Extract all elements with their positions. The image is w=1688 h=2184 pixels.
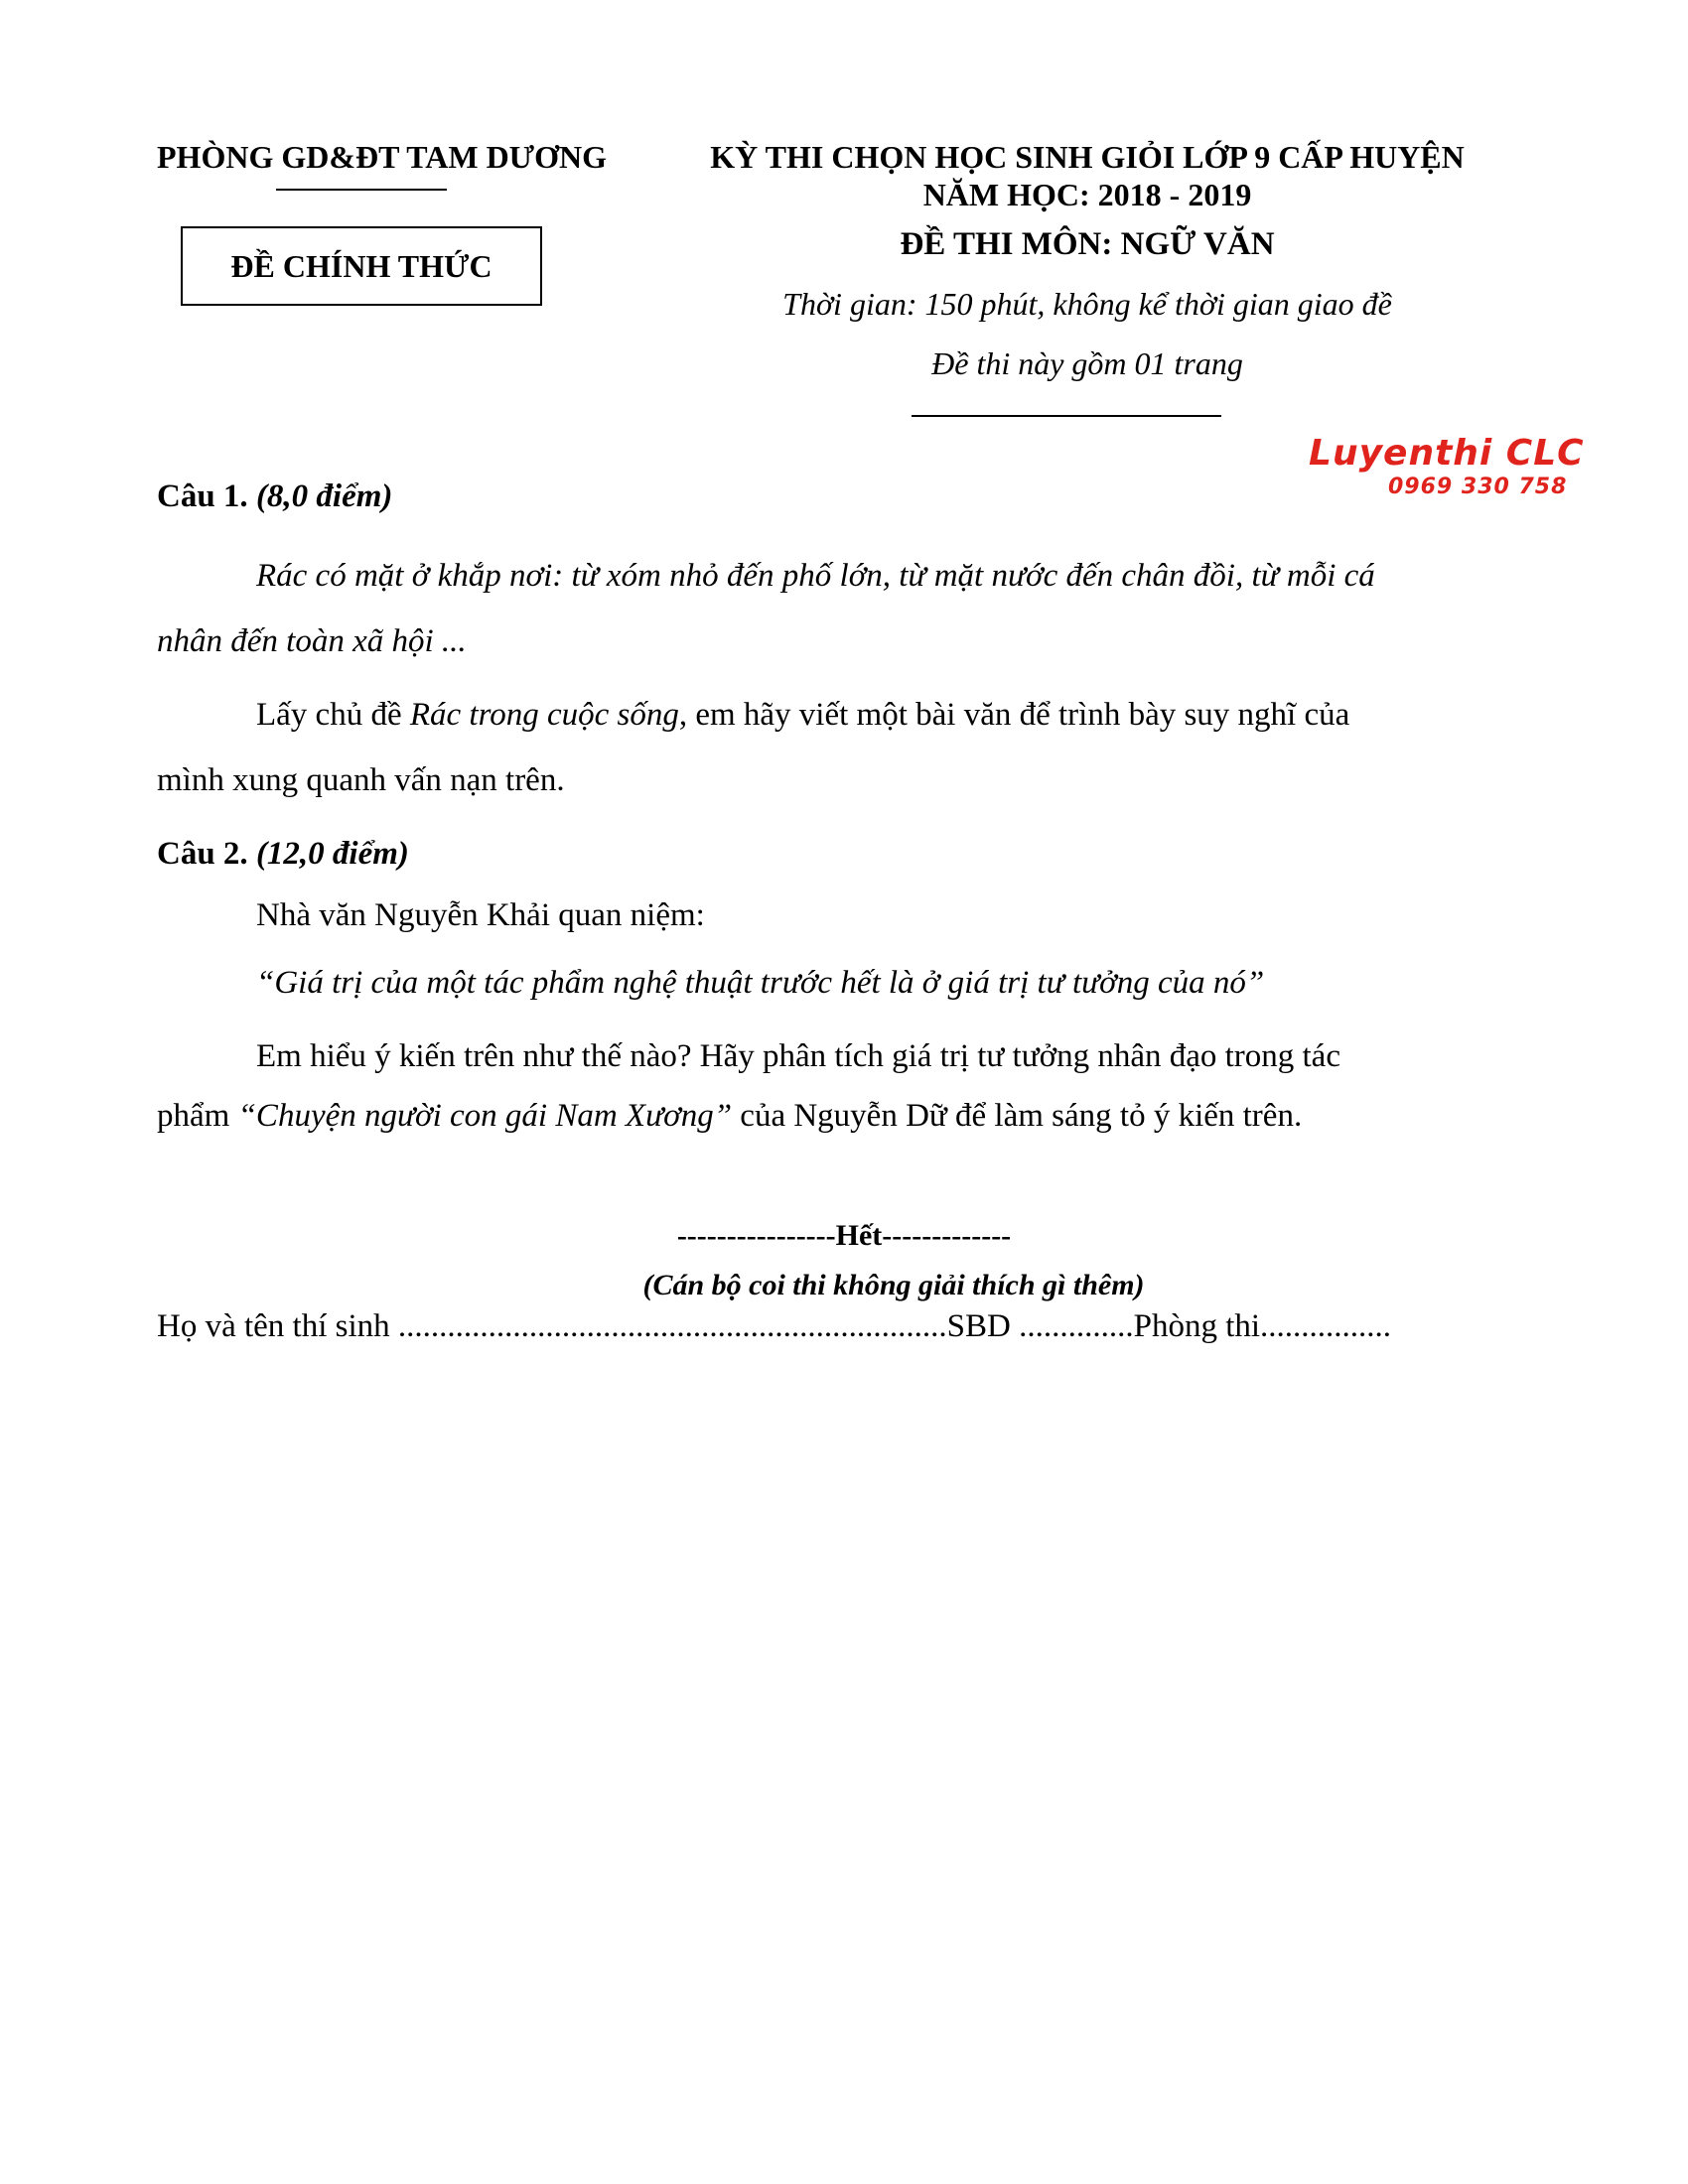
exam-title: KỲ THI CHỌN HỌC SINH GIỎI LỚP 9 CẤP HUYỆN bbox=[710, 139, 1465, 175]
end-marker: ----------------Hết------------- bbox=[676, 1219, 1012, 1252]
page-count: Đề thi này gồm 01 trang bbox=[931, 345, 1243, 381]
question-1-heading bbox=[157, 478, 392, 515]
question-2-task-line-1: Em hiểu ý kiến trên như thế nào? Hãy phân tích giá trị tư tưởng nhân đạo trong tác bbox=[256, 1038, 1340, 1074]
question-2-points: (12,0 điểm) bbox=[255, 836, 409, 872]
question-2-task-line-2 bbox=[157, 1098, 1302, 1135]
question-2-task-post: của Nguyễn Dữ để làm sáng tỏ ý kiến trên. bbox=[732, 1098, 1303, 1134]
question-2-task-pre: phẩm bbox=[157, 1098, 238, 1134]
question-2-intro: Nhà văn Nguyễn Khải quan niệm: bbox=[256, 897, 705, 933]
question-2-work-title: “Chuyện người con gái Nam Xương” bbox=[237, 1098, 733, 1134]
question-2-label: Câu 2. bbox=[157, 836, 248, 872]
proctor-note: (Cán bộ coi thi không giải thích gì thêm) bbox=[642, 1269, 1145, 1301]
question-2-quote: “Giá trị của một tác phẩm nghệ thuật trước hết là ở giá trị tư tưởng của nó” bbox=[256, 965, 1265, 1001]
department-name: PHÒNG GD&ĐT TAM DƯƠNG bbox=[157, 139, 608, 175]
official-exam-box bbox=[181, 226, 542, 306]
question-1-points: (8,0 điểm) bbox=[255, 478, 393, 514]
official-exam-label: ĐỀ CHÍNH THỨC bbox=[230, 247, 492, 284]
candidate-info-line: Họ và tên thí sinh ...................................................................SBD ..............Phòng thi................ bbox=[157, 1308, 1392, 1344]
question-1-task-post: , em hãy viết một bài văn để trình bày suy nghĩ của bbox=[678, 697, 1350, 733]
school-year: NĂM HỌC: 2018 - 2019 bbox=[922, 177, 1252, 212]
question-2-heading bbox=[157, 836, 409, 873]
question-1-label: Câu 1. bbox=[157, 478, 248, 514]
header-divider bbox=[912, 415, 1221, 417]
watermark-phone: 0969 330 758 bbox=[1388, 475, 1568, 499]
exam-subject: ĐỀ THI MÔN: NGỮ VĂN bbox=[900, 226, 1275, 262]
department-underline bbox=[276, 189, 447, 191]
question-1-quote-line-1: Rác có mặt ở khắp nơi: từ xóm nhỏ đến phố lớn, từ mặt nước đến chân đồi, từ mỗi cá bbox=[256, 558, 1375, 594]
watermark-brand: Luyenthi CLC bbox=[1309, 433, 1585, 474]
question-1-topic: Rác trong cuộc sống bbox=[409, 697, 679, 733]
question-1-task-line-2: mình xung quanh vấn nạn trên. bbox=[157, 762, 565, 798]
question-1-task-line-1 bbox=[256, 697, 1349, 734]
question-1-quote-line-2: nhân đến toàn xã hội ... bbox=[157, 623, 467, 659]
question-1-task-pre: Lấy chủ đề bbox=[256, 697, 410, 733]
exam-time: Thời gian: 150 phút, không kể thời gian giao đề bbox=[782, 286, 1392, 322]
